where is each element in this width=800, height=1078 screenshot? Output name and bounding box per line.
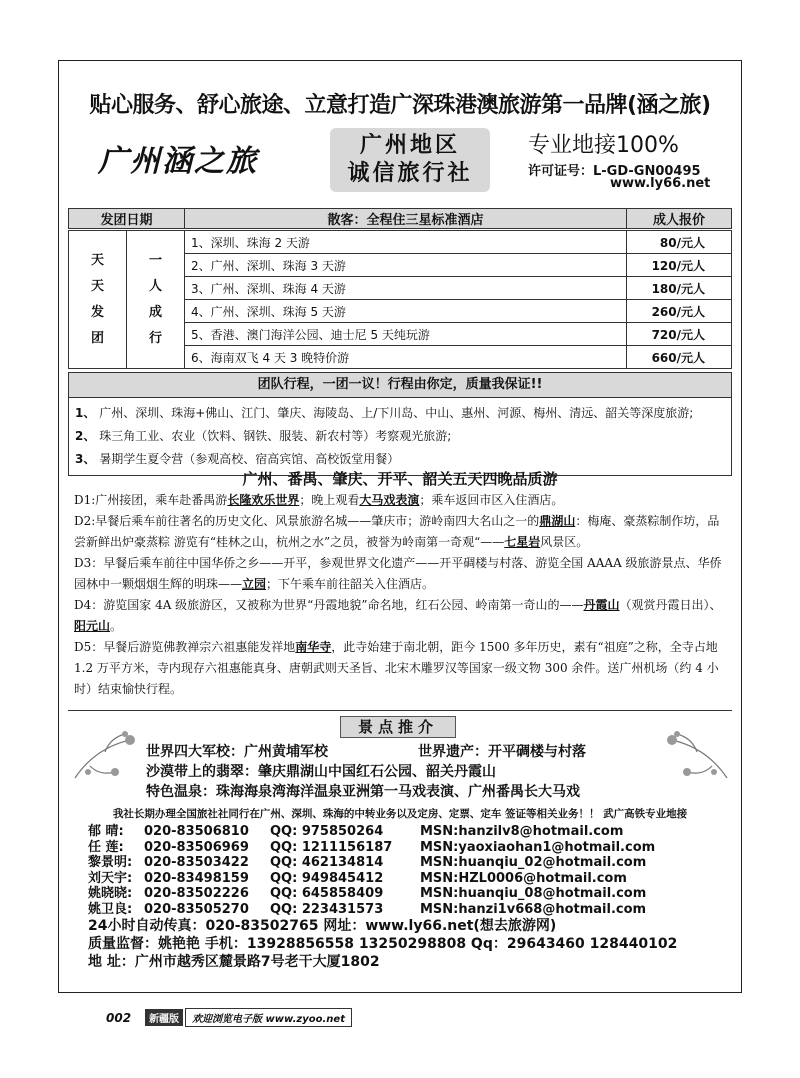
recommend-row-1: 世界四大军校：广州黄埔军校 世界遗产：开平碉楼与村落 (146, 744, 586, 760)
bottom-info (88, 917, 728, 971)
headline: 贴心服务、舒心旅途、立意打造广深珠港澳旅游第一品牌(涵之旅) (89, 93, 711, 118)
contact-row: 郁 晴: 020-83506810 QQ: 975850264 MSN:hanzilv8@hotmail.com (88, 824, 624, 839)
itinerary-day-5: D5：早餐后游览佛教禅宗六祖惠能发祥地南华寺，此寺始建于南北朝，距今 1500 多年历史，素有“祖庭”之称，全寺占地 1.2 万平方米，寺内现存六祖惠能真身、唐朝武则天圣旨、北宋木雕罗汉等国家一级文物 300 余件。送广州机场（约 4 小时）结束愉快行程。 (74, 640, 719, 696)
edition-badge: 新疆版 (145, 1009, 183, 1026)
col-price-header: 成人报价 (627, 209, 732, 229)
schedule-body (68, 230, 732, 369)
route-2: 2、广州、深圳、珠海 3 天游 (185, 254, 627, 277)
contact-row: 刘天宇: 020-83498159 QQ: 949845412 MSN:HZL0006@hotmail.com (88, 870, 627, 886)
service-item-2: 2、 珠三角工业、农业（饮料、钢铁、服装、新农村等）考察观光旅游; (75, 429, 452, 443)
service-item-3: 3、 暑期学生夏令营（参观高校、宿高宾馆、高校饭堂用餐） (75, 452, 400, 466)
license-number: 许可证号：L-GD-GN00495 (528, 164, 701, 179)
price-1: 80/元人 (627, 231, 732, 254)
itinerary-title: 广州、番禺、肇庆、开平、韶关五天四晚品质游 (242, 470, 558, 488)
page-footer (106, 1008, 352, 1027)
col-date-header: 发团日期 (69, 209, 185, 229)
address-line: 地 址：广州市越秀区麓景路7号老干大厦1802 (88, 954, 380, 970)
route-3: 3、广州、深圳、珠海 4 天游 (185, 277, 627, 300)
supervision-line: 质量监督：姚艳艳 手机：13928856558 13250298808 Qq：29643460 128440102 (88, 936, 678, 952)
footer-slogan: 欢迎浏览电子版 www.zyoo.net (185, 1008, 352, 1027)
team-services (68, 398, 732, 476)
business-banner: 我社长期办理全国旅社社同行在广州、深圳、珠海的中转业务以及定房、定票、定车 签证等相关业务！！ 武广高铁专业地接 (112, 808, 688, 820)
region-line-1: 广州地区 (359, 133, 460, 158)
website-link[interactable]: www.ly66.net (610, 176, 711, 191)
itinerary-day-3: D3：早餐后乘车前往中国华侨之乡——开平，参观世界文化遗产——开平碉楼与村落、游览全国 AAAA 级旅游景点、华侨园林中一颗烟烟生辉的明珠——立园；下午乘车前往韶关入住酒店。 (74, 556, 722, 591)
brand-logo-text: 广州涵之旅 (98, 144, 258, 179)
contact-row: 姚卫良: 020-83505270 QQ: 223431573 MSN:hanzi1v668@hotmail.com (88, 901, 647, 917)
single-person-label: 一 人 成 行 (127, 231, 185, 369)
route-4: 4、广州、深圳、珠海 5 天游 (185, 300, 627, 323)
recommend-row-3: 特色温泉：珠海海泉湾海洋温泉亚洲第一马戏表演、广州番禺长大马戏 (146, 784, 580, 800)
contact-row: 任 莲: 020-83506969 QQ: 1211156187 MSN:yaoxiaohan1@hotmail.com (88, 839, 656, 855)
itinerary-day-2: D2:早餐后乘车前往著名的历史文化、风景旅游名城——肇庆市；游岭南四大名山之一的鼎湖山：梅庵、豪蒸粽制作坊，品尝新鲜出炉豪蒸粽 游览有“桂林之山，杭州之水”之员，被誉为岭南第一奇观“——七星岩风景区。 (74, 514, 720, 549)
route-5: 5、香港、澳门海洋公园、迪士尼 5 天纯玩游 (185, 323, 627, 346)
contact-row: 姚晓晓: 020-83502226 QQ: 645858409 MSN:huanqiu_08@hotmail.com (88, 886, 647, 901)
fax-line: 24小时自动传真：020-83502765 网址：www.ly66.net(想去旅游网) (88, 918, 557, 934)
recommend-divider (68, 710, 732, 711)
price-6: 660/元人 (627, 346, 732, 369)
price-4: 260/元人 (627, 300, 732, 323)
daily-departure-label: 天 天 发 团 (69, 231, 127, 369)
recommend-title: 景点推介 (340, 716, 456, 738)
team-title: 团队行程，一团一议！行程由你定，质量我保证!! (68, 372, 732, 398)
itinerary-body (74, 490, 730, 700)
itinerary-day-1: D1:广州接团，乘车赴番禺游长隆欢乐世界；晚上观看大马戏表演；乘车返回市区入住酒店。 (74, 493, 564, 507)
route-6: 6、海南双飞 4 天 3 晚特价游 (185, 346, 627, 369)
recommend-row-2: 沙漠带上的翡翠：肇庆鼎湖山中国红石公园、韶关丹霞山 (146, 764, 496, 780)
schedule-table (68, 208, 732, 229)
itinerary-day-4: D4：游览国家 4A 级旅游区，又被称为世界“丹霞地貌”命名地，红石公园、岭南第一奇山的——丹霞山（观赏丹霞日出）、阳元山。 (74, 598, 722, 633)
contact-list (88, 824, 728, 917)
price-5: 720/元人 (627, 323, 732, 346)
col-route-header: 散客：全程住三星标准酒店 (185, 209, 627, 229)
contact-row: 黎景明: 020-83503422 QQ: 462134814 MSN:huanqiu_02@hotmail.com (88, 855, 647, 870)
page-number: 002 (106, 1010, 132, 1025)
route-1: 1、深圳、珠海 2 天游 (185, 231, 627, 254)
region-line-2: 诚信旅行社 (347, 161, 473, 186)
service-item-1: 1、 广州、深圳、珠海+佛山、江门、肇庆、海陵岛、上/下川岛、中山、惠州、河源、梅州、清远、韶关等深度旅游; (75, 406, 694, 420)
floral-ornament-left-icon (70, 728, 150, 788)
price-2: 120/元人 (627, 254, 732, 277)
recommend-list (146, 742, 666, 802)
region-badge (330, 128, 490, 192)
price-3: 180/元人 (627, 277, 732, 300)
local-percent: 专业地接100% (528, 133, 679, 158)
